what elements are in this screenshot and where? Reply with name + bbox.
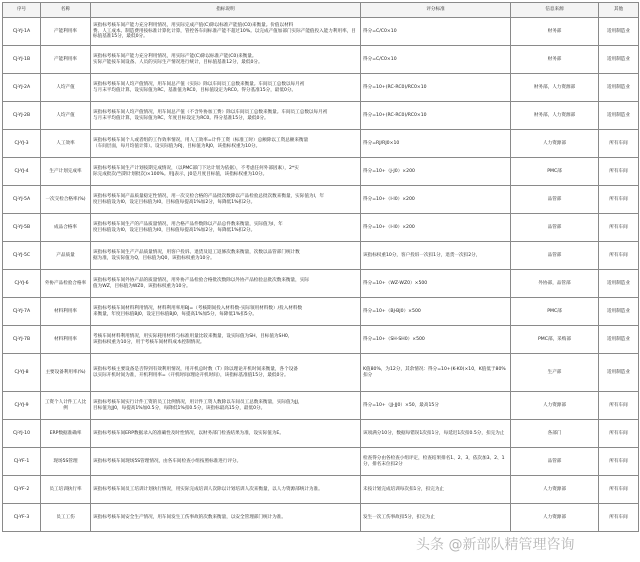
table-row	[3, 448, 639, 476]
row-desc-line: 值为WZ，目标值为WZ0，该指标权重为10分。	[93, 283, 191, 289]
row-other: 适用制造业	[599, 18, 639, 46]
row-desc-line: 该指标考核车间产能力充分利用情况，用实际完成产值(C)除以标准产能值(C0)来衡量。价值以材料	[93, 23, 294, 29]
kpi-table	[2, 2, 639, 532]
row-desc	[91, 270, 361, 298]
row-std: 得分=10+（I-I0）×200	[361, 214, 511, 242]
row-desc	[91, 448, 361, 476]
row-code: CJ-YJ-9	[3, 392, 41, 420]
row-name: 材料利用率	[41, 326, 91, 354]
row-desc-line: 考核车间材料利用情况，用实际耗用材料与标准用量比较来衡量，设实际值为SH，目标值为SH0，	[93, 333, 293, 339]
row-desc	[91, 130, 361, 158]
row-desc-line: 该指标考核车间产品质量稳定性情况，用一次交检合格的产品批次数除以产品检验总批次数来衡量，实际值为I，年	[93, 193, 325, 199]
header-name: 名称	[41, 3, 91, 18]
row-name: ERP数据准确率	[41, 420, 91, 448]
row-code: CJ-YJ-8	[3, 354, 41, 392]
row-code: CJ-YJ-1B	[3, 46, 41, 74]
table-row	[3, 270, 639, 298]
row-other: 适用制造业	[599, 74, 639, 102]
row-code: CJ-YJ-3	[3, 130, 41, 158]
row-dept: 人力资源部	[511, 130, 599, 158]
row-name: 外协产品检验合格率	[41, 270, 91, 298]
row-other: 所有车间	[599, 186, 639, 214]
row-desc	[91, 46, 361, 74]
row-dept: 各部门	[511, 420, 599, 448]
header-desc: 指标说明	[91, 3, 361, 18]
row-desc-line: 该指标考核车间人均产值情况，用车间总产值（不含外协加工费）除以车间员工总数来衡量。车间员工总数以每月初	[93, 109, 328, 115]
row-desc-line: 费、人工成本、制造费用按标准计算化计算，管控各车间标准产能不超过10%。以完成产值加部门实际产能值投入能力利用率，目标值基准15分，最低0分。	[93, 28, 356, 40]
row-dept: 外协部，品管部	[511, 270, 599, 298]
row-dept: 财务部	[511, 46, 599, 74]
header-dept: 信息来源	[511, 3, 599, 18]
row-dept: PMC部	[511, 298, 599, 326]
watermark: 头条 @新部队精管理咨询	[416, 537, 575, 553]
row-desc-line: （车间层面，每月均值计算）。设实际值为RJ，目标值为RJ0，该指标权重为10分。	[93, 143, 261, 149]
row-std: 得分=10+（J-J0）×200	[361, 158, 511, 186]
row-desc	[91, 242, 361, 270]
row-std: 得分=C/C0×10	[361, 46, 511, 74]
row-code: CJ-YF-3	[3, 504, 41, 532]
row-code: CJ-YF-1	[3, 448, 41, 476]
row-other: 适用制造业	[599, 354, 639, 392]
row-desc	[91, 504, 361, 532]
table-row	[3, 242, 639, 270]
table-row	[3, 186, 639, 214]
table-header-row	[3, 3, 639, 18]
table-row	[3, 18, 639, 46]
row-other: 所有车间	[599, 504, 639, 532]
row-desc	[91, 74, 361, 102]
row-name: 生产计划完成率	[41, 158, 91, 186]
row-std: 得分=10+(RC-RC0)/RC0×10	[361, 74, 511, 102]
row-desc-line: 该指标考核车间材料利用情况，材料利用率用BJ=（考核期间投入材料数-实际领用材料数）/投入材料数	[93, 305, 303, 311]
row-code: CJ-YJ-7A	[3, 298, 41, 326]
table-row	[3, 130, 639, 158]
row-dept: 财务部，人力资源部	[511, 102, 599, 130]
row-name: 产能利用率	[41, 18, 91, 46]
row-other: 适用制造业	[599, 298, 639, 326]
table-row	[3, 298, 639, 326]
row-name: 人工效率	[41, 130, 91, 158]
row-dept: 财务部	[511, 18, 599, 46]
row-desc-line: 实际产能按车间设备、人员的实际生产情况进行统计，目标值基准12分，最低0分。	[93, 59, 263, 65]
row-std: K值80%，为12分，其余情况：得分=10+(K-K0)×10，K值低于80%扣分	[361, 354, 511, 392]
row-desc	[91, 326, 361, 354]
row-desc-line: 该指标考核车间个人或者组的工作效率情况，用人工效率=计件工资（标准工时）总额除以工资总额来衡量	[93, 137, 309, 143]
row-name: 人均产值	[41, 102, 91, 130]
row-code: CJ-YJ-2A	[3, 74, 41, 102]
row-desc-line: 该指标考核车间安全生产情况，用车间发生工伤事故的次数来衡量，以安全管理部门统计为准。	[93, 514, 286, 520]
header-other: 其他	[599, 3, 639, 18]
row-desc-line: 该指标考核车间外协产品的质量情况，用外协产品检验合格批次数除以外协产品检验总批次数来衡量，实际	[93, 277, 309, 283]
row-desc-line: 际完成批次/当期计划批次)×100%。用J表示，J0是月度目标值，该指标权重为10分。	[93, 171, 268, 177]
row-desc	[91, 102, 361, 130]
row-desc-line: 该指标考核车间ERP数据录入的准确性及时性情况，以财务部门检查结果为准，设实际值为E。	[93, 430, 284, 436]
row-other: 所有车间	[599, 476, 639, 504]
row-desc-line: 以实际开机时间为准，开机利用率=（开机时间/理论开机时间），该指标基准值15分，最低0分。	[93, 372, 289, 378]
row-code: CJ-YJ-5B	[3, 214, 41, 242]
row-desc	[91, 392, 361, 420]
row-code: CJ-YJ-1A	[3, 18, 41, 46]
row-desc-line: 度目标值设为I0，设定目标值为I0，目标值每提高1%加2分，每降低1%扣2分。	[93, 199, 256, 205]
row-dept: 生产部	[511, 354, 599, 392]
row-code: CJ-YJ-5A	[3, 186, 41, 214]
row-desc-line: 据为准，设实际值为Q，目标值为Q0，该指标权重为10分。	[93, 255, 215, 261]
row-std: 得分=RJ/RJ0×10	[361, 130, 511, 158]
row-desc	[91, 214, 361, 242]
row-code: CJ-YJ-5C	[3, 242, 41, 270]
row-std: 该指标权重10分，客户投诉一次扣1分，退货一次扣2分，	[361, 242, 511, 270]
row-name: 主要设备利用率(%)	[41, 354, 91, 392]
row-dept: 品管部	[511, 448, 599, 476]
row-desc	[91, 420, 361, 448]
row-other: 所有车间	[599, 158, 639, 186]
row-code: CJ-YJ-4	[3, 158, 41, 186]
row-name: 材料利用率	[41, 298, 91, 326]
row-name: 产能利用率	[41, 46, 91, 74]
row-other: 适用制造业	[599, 102, 639, 130]
row-std: 得分=10+（I-I0）×200	[361, 186, 511, 214]
row-other: 所有车间	[599, 392, 639, 420]
row-desc	[91, 298, 361, 326]
row-name: 员工培训执行率	[41, 476, 91, 504]
row-std: 得分=10+（BJ-BJ0）×500	[361, 298, 511, 326]
row-name: 工资个人计件工人比例	[41, 392, 91, 420]
row-desc-line: 该指标考核车间员工培训计划执行情况，用实际完成培训人次除以计划培训人次来衡量，以人力资源部统计为准。	[93, 486, 323, 492]
row-code: CJ-YJ-7B	[3, 326, 41, 354]
row-desc	[91, 158, 361, 186]
table-row	[3, 420, 639, 448]
row-other: 所有车间	[599, 214, 639, 242]
row-name: 员工工伤	[41, 504, 91, 532]
row-dept: 人力资源部	[511, 476, 599, 504]
row-other: 所有车间	[599, 242, 639, 270]
row-other: 适用制造业	[599, 46, 639, 74]
table-row	[3, 504, 639, 532]
table-row	[3, 476, 639, 504]
row-desc-line: 与月末平均值计算，设实际值为RC，基准值为RC0，目标值设定为RC0。得分基准15分，最低0分。	[93, 87, 297, 93]
row-desc-line: 度目标值设为I0，设定目标值为I0，目标值每提高1%加2分，每降低1%扣2分。	[93, 227, 256, 233]
row-std: 得分=10+(RC-RC0)/RC0×10	[361, 102, 511, 130]
row-name: 现场5S管理	[41, 448, 91, 476]
row-desc	[91, 186, 361, 214]
row-desc	[91, 476, 361, 504]
row-std: 得分=10+（SH-SH0）×500	[361, 326, 511, 354]
row-desc-line: 该指标考核车间生产的产品质量情况，用合格产品件数除以产品总件数来衡量，实际值为I，年	[93, 221, 283, 227]
row-other: 所有车间	[599, 448, 639, 476]
table-row	[3, 102, 639, 130]
row-other: 适用制造业	[599, 270, 639, 298]
row-code: CJ-YJ-10	[3, 420, 41, 448]
table-row	[3, 46, 639, 74]
row-other: 所有车间	[599, 130, 639, 158]
table-row	[3, 354, 639, 392]
row-name: 人均产值	[41, 74, 91, 102]
table-row	[3, 158, 639, 186]
row-dept: 品管部	[511, 242, 599, 270]
row-desc-line: 来衡量，年度目标值BJ0，设定目标值BJ0，每提高1%加5分，每降低1%扣5分。	[93, 311, 257, 317]
row-std: 检查得分由各检查小组评定，检查结果排名1、2、3，依次加3、2、1分，排名末位扣2分	[361, 448, 511, 476]
row-std: 得分=C/C0×10	[361, 18, 511, 46]
row-name: 一次交检合格率(%)	[41, 186, 91, 214]
row-desc-line: 该指标考核车间实行计件工资的员工比例情况，用计件工资人数除以车间员工总数来衡量，实际值为JJ，	[93, 399, 303, 405]
row-desc-line: 该指标权重为10分，用于考核车间材料成本控制情况。	[93, 339, 205, 345]
row-other: 适用制造业	[599, 326, 639, 354]
header-std: 评分标准	[361, 3, 511, 18]
row-desc	[91, 354, 361, 392]
row-desc-line: 该指标考核主要设备是否得到有效利用情况，用开机总时数（T）除以理论开机时间来衡量，各个设备	[93, 366, 298, 372]
row-desc-line: 该指标考核车间人均产值情况，用车间总产值（实际）除以车间员工总数来衡量。车间员工总数以每月初	[93, 81, 305, 87]
row-code: CJ-YJ-2B	[3, 102, 41, 130]
row-desc	[91, 18, 361, 46]
row-code: CJ-YJ-6	[3, 270, 41, 298]
row-desc-line: 与月末平均值计算，设实际值为RC，年度目标设定为RC0。得分基准15分，最低0分。	[93, 115, 269, 121]
row-dept: 人力资源部	[511, 504, 599, 532]
row-std: 发生一次工伤事故扣5分，扣完为止	[361, 504, 511, 532]
table-row	[3, 214, 639, 242]
row-desc-line: 目标值为JJ0，每提高1%加0.5分，每降低1%扣0.5分，该指标最高15分，最低0分。	[93, 405, 266, 411]
row-dept: 品管部	[511, 214, 599, 242]
table-body	[3, 18, 639, 532]
row-desc-line: 该指标考核车间产能力充分利用情况，用实际产能(C)除以标准产能(C0)来衡量。	[93, 53, 257, 59]
row-std: 得分=10+（WZ-WZ0）×500	[361, 270, 511, 298]
table-row	[3, 326, 639, 354]
row-dept: 财务部，人力资源部	[511, 74, 599, 102]
row-dept: 人力资源部	[511, 392, 599, 420]
table-row	[3, 392, 639, 420]
header-code: 序号	[3, 3, 41, 18]
row-std: 得分=10+（JJ-JJ0）×50，最高15分	[361, 392, 511, 420]
row-std: 未按计划完成培训每次扣1分，扣完为止	[361, 476, 511, 504]
table-row	[3, 74, 639, 102]
row-other: 所有车间	[599, 420, 639, 448]
row-code: CJ-YF-2	[3, 476, 41, 504]
row-std: 该项满分10分，数据每错误1次扣1分，每延迟1次扣0.5分，扣完为止	[361, 420, 511, 448]
row-dept: 品管部	[511, 186, 599, 214]
row-desc-line: 该指标考核车间生产产品质量情况，用客户投诉、退货及返工返修次数来衡量，次数以品管部门统计数	[93, 249, 300, 255]
row-dept: PMC部，采购部	[511, 326, 599, 354]
row-desc-line: 该指标考核车间现场5S管理情况，由各车间检查小组按照标准进行评分。	[93, 458, 242, 464]
row-name: 成品合格率	[41, 214, 91, 242]
row-desc-line: 该指标考核车间生产计划按期完成情况，（以PMC部门下达计划为依据），不考虑任何外部因素），2*实	[93, 165, 299, 171]
row-name: 产品质量	[41, 242, 91, 270]
row-dept: PMC部	[511, 158, 599, 186]
